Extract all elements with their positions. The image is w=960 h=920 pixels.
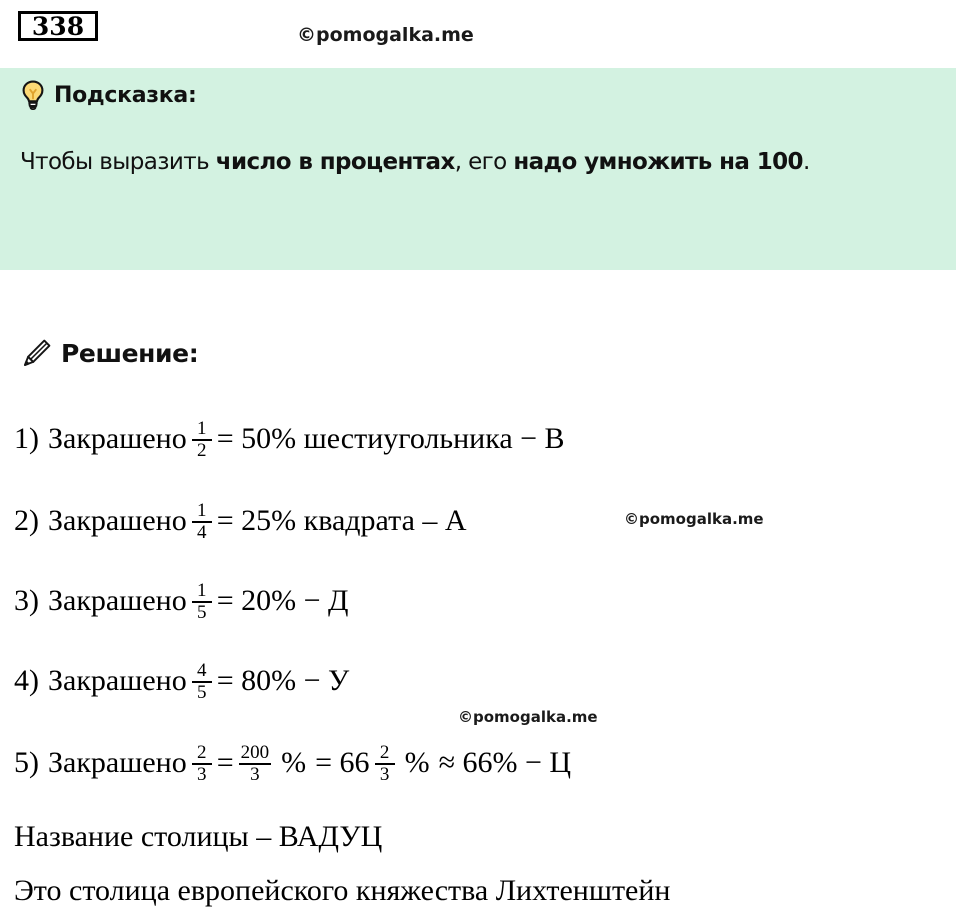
- fraction-denominator: 4: [196, 522, 207, 543]
- fraction-numerator: 200: [240, 742, 270, 763]
- fraction-numerator: 1: [196, 418, 207, 439]
- hint-text-part-2: , его: [454, 149, 514, 175]
- solution-line-5-fraction-2: [239, 743, 272, 785]
- fraction-numerator: 1: [196, 500, 207, 521]
- fraction-denominator: 5: [196, 682, 207, 703]
- watermark-header: ©pomogalka.me: [297, 24, 474, 46]
- solution-line-5: [14, 742, 571, 784]
- hint-text-bold-2: надо умножить на 100: [513, 149, 803, 175]
- solution-line-1-index: 1): [14, 422, 39, 455]
- solution-line-5-lead: Закрашено: [48, 746, 187, 779]
- solution-line-5-fraction-3: [375, 743, 395, 785]
- fraction-denominator: 5: [196, 602, 207, 623]
- solution-line-5-equals-1: =: [216, 746, 234, 779]
- conclusion-line-1: Название столицы – ВАДУЦ: [14, 820, 383, 853]
- solution-line-4-lead: Закрашено: [48, 664, 187, 697]
- hint-text: [20, 140, 920, 184]
- solution-line-4: [14, 660, 349, 702]
- solution-line-5-percent-2: %: [404, 746, 430, 779]
- fraction-denominator: 3: [196, 764, 207, 785]
- solution-line-3-fraction: [192, 581, 212, 623]
- hint-panel: [0, 68, 956, 270]
- fraction-numerator: 2: [196, 742, 207, 763]
- solution-line-5-equals-2: = 66: [315, 746, 370, 779]
- solution-line-4-tail: = 80% − У: [216, 664, 350, 697]
- solution-line-3-tail: = 20% − Д: [216, 584, 349, 617]
- fraction-numerator: 4: [196, 660, 207, 681]
- solution-line-3: [14, 580, 349, 622]
- fraction-numerator: 2: [379, 742, 390, 763]
- solution-title-row: [22, 338, 198, 368]
- fraction-numerator: 1: [196, 580, 207, 601]
- solution-line-3-lead: Закрашено: [48, 584, 187, 617]
- solution-line-4-index: 4): [14, 664, 39, 697]
- hint-text-part-1: Чтобы выразить: [20, 149, 216, 175]
- solution-line-2: [14, 500, 467, 542]
- solution-line-2-fraction: [192, 501, 212, 543]
- lightbulb-icon: [20, 80, 46, 110]
- solution-line-2-lead: Закрашено: [48, 504, 187, 537]
- fraction-denominator: 2: [196, 440, 207, 461]
- solution-line-2-index: 2): [14, 504, 39, 537]
- fraction-denominator: 3: [250, 764, 260, 785]
- hint-text-bold-1: число в процентах: [215, 149, 455, 175]
- solution-line-4-fraction: [192, 661, 212, 703]
- task-number-box: [18, 11, 98, 41]
- watermark-middle: ©pomogalka.me: [624, 510, 764, 528]
- solution-title: Решение:: [61, 338, 199, 368]
- solution-line-1-fraction: [192, 419, 212, 461]
- pencil-icon: [22, 338, 52, 368]
- solution-line-1-lead: Закрашено: [48, 422, 187, 455]
- fraction-denominator: 3: [379, 764, 390, 785]
- solution-line-5-index: 5): [14, 746, 39, 779]
- solution-line-5-fraction-1: [192, 743, 212, 785]
- solution-line-2-tail: = 25% квадрата – А: [216, 504, 467, 537]
- hint-text-part-3: .: [802, 149, 810, 175]
- solution-line-5-percent-1: %: [281, 746, 307, 779]
- watermark-lower: ©pomogalka.me: [458, 708, 598, 726]
- conclusion-line-2: Это столица европейского княжества Лихтенштейн: [14, 874, 671, 907]
- solution-line-5-approx: ≈ 66% − Ц: [438, 746, 572, 779]
- solution-line-3-index: 3): [14, 584, 39, 617]
- hint-title: Подсказка:: [54, 82, 197, 108]
- solution-line-1: [14, 418, 565, 460]
- hint-title-row: [20, 80, 196, 110]
- solution-line-1-tail: = 50% шестиугольника − В: [216, 422, 565, 455]
- task-number: 338: [31, 11, 85, 41]
